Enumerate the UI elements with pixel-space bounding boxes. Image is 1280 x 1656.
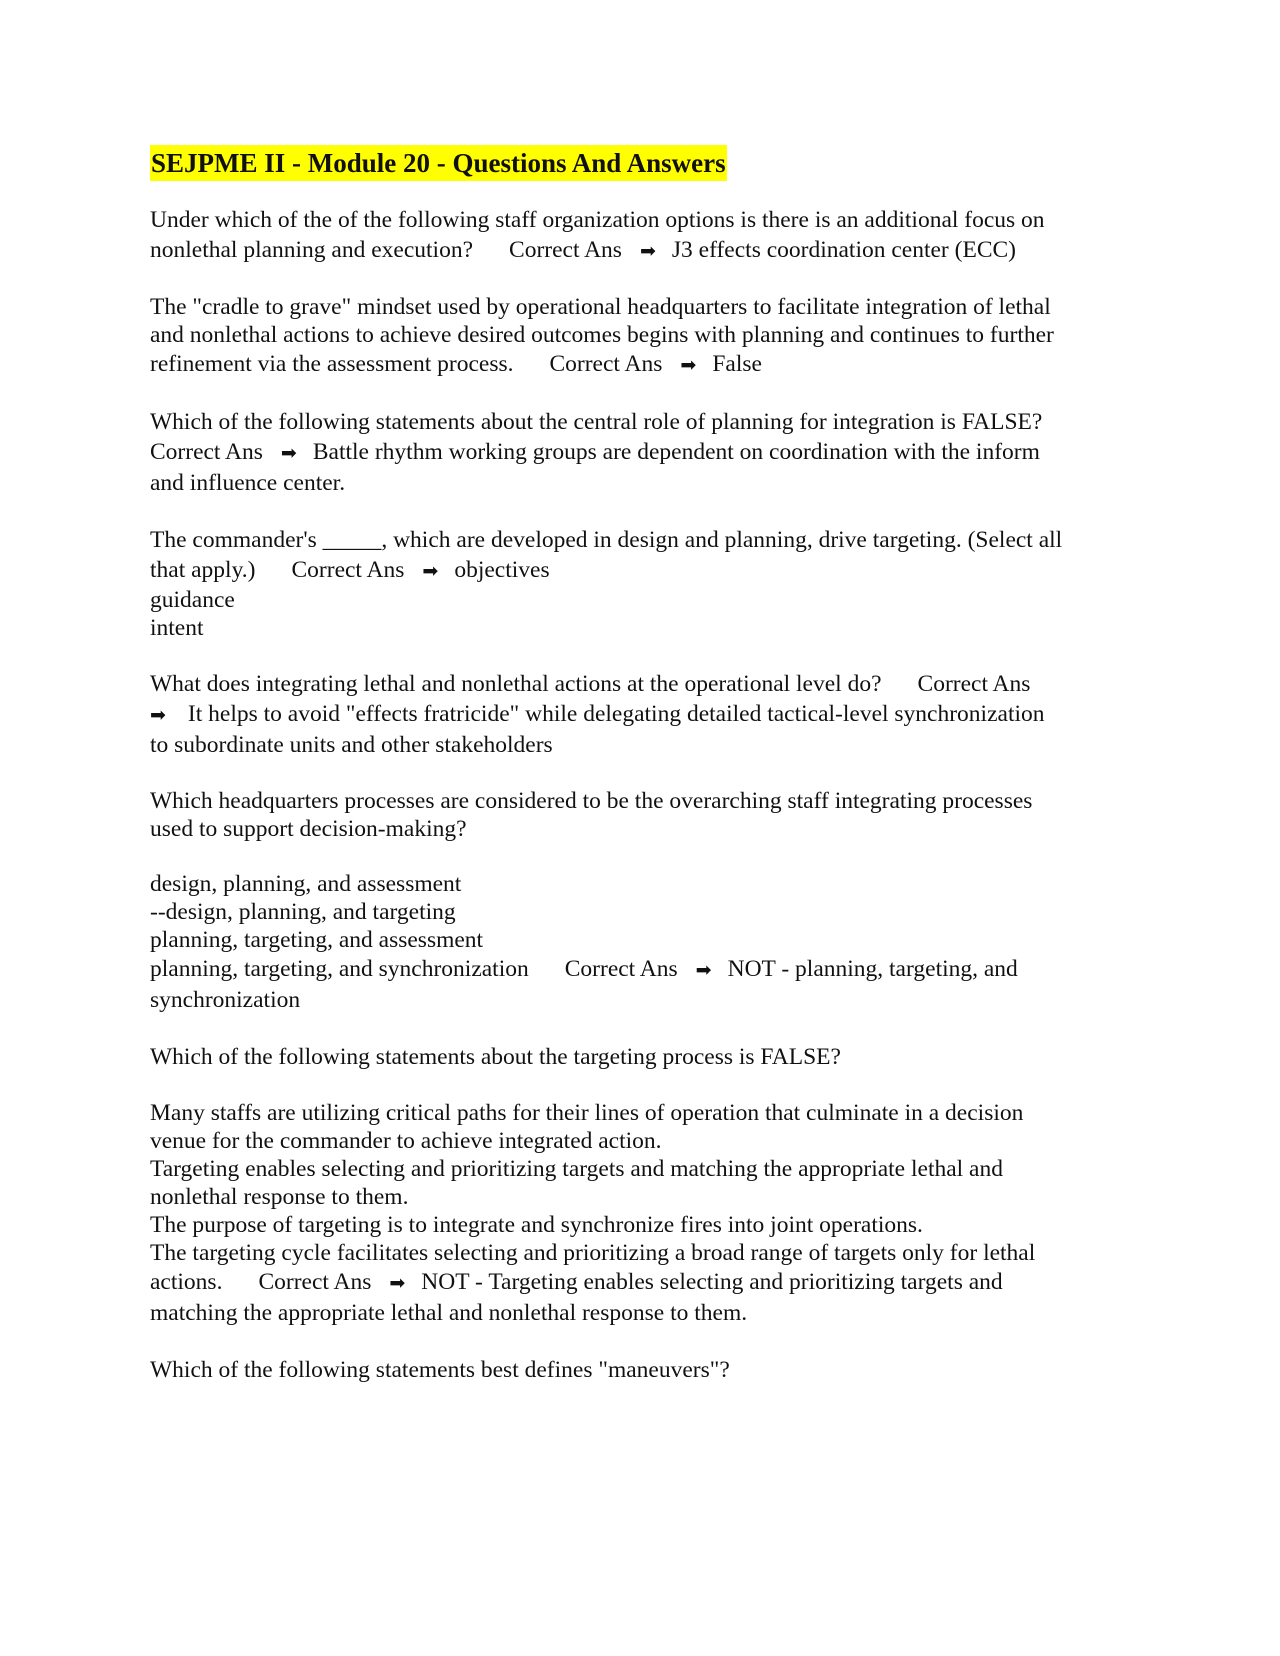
- answer-label: Correct Ans: [509, 237, 622, 263]
- qa-item-7-question: [150, 1042, 1150, 1072]
- qa-item-7-options: [150, 1099, 1150, 1328]
- document-page: [150, 145, 1150, 1412]
- question-text: The "cradle to grave" mindset used by operational headquarters to facilitate integration of lethal: [150, 294, 1051, 320]
- option-text: actions.: [150, 1269, 223, 1295]
- answer-line: [150, 699, 1150, 730]
- qa-item-6-question: [150, 787, 1150, 843]
- question-answer-line: [150, 669, 1150, 699]
- arrow-right-icon: ➡: [150, 704, 166, 726]
- arrow-right-icon: ➡: [422, 560, 439, 582]
- question-answer-line: [150, 235, 1150, 266]
- answer-text: False: [712, 351, 762, 377]
- option-text: The purpose of targeting is to integrate and synchronize fires into joint operations.: [150, 1212, 923, 1238]
- qa-item-3: [150, 407, 1150, 498]
- answer-text: It helps to avoid "effects fratricide" while delegating detailed tactical-level synchronization: [187, 701, 1045, 727]
- answer-text: synchronization: [150, 987, 301, 1013]
- answer-text: NOT - Targeting enables selecting and prioritizing targets and: [421, 1269, 1003, 1295]
- answer-label: Correct Ans: [917, 671, 1031, 697]
- arrow-right-icon: ➡: [639, 240, 656, 262]
- answer-text: and influence center.: [150, 470, 346, 496]
- option-text: nonlethal response to them.: [150, 1184, 409, 1210]
- answer-text: objectives: [454, 557, 550, 583]
- qa-item-2: [150, 293, 1150, 380]
- question-text: that apply.): [150, 557, 256, 583]
- answer-text: NOT - planning, targeting, and: [727, 956, 1018, 982]
- arrow-right-icon: ➡: [695, 959, 712, 981]
- arrow-right-icon: ➡: [280, 442, 297, 464]
- answer-text: Battle rhythm working groups are dependent on coordination with the inform: [312, 439, 1040, 465]
- qa-item-6-options: [150, 870, 1150, 1015]
- answer-label: Correct Ans: [258, 1269, 372, 1295]
- question-text: refinement via the assessment process.: [150, 351, 514, 377]
- answer-text: guidance: [150, 587, 235, 613]
- qa-item-4: [150, 525, 1150, 642]
- option-text: venue for the commander to achieve integrated action.: [150, 1128, 662, 1154]
- question-text: nonlethal planning and execution?: [150, 237, 474, 263]
- option-text: --design, planning, and targeting: [150, 899, 456, 925]
- qa-item-5: [150, 669, 1150, 760]
- question-answer-line: [150, 555, 1150, 586]
- answer-label: Correct Ans: [150, 439, 263, 465]
- answer-text: matching the appropriate lethal and nonlethal response to them.: [150, 1300, 748, 1326]
- option-text: Many staffs are utilizing critical paths for their lines of operation that culminate in a decision: [150, 1100, 1024, 1126]
- question-text: Which headquarters processes are considered to be the overarching staff integrating processes: [150, 788, 1033, 814]
- answer-label: Correct Ans: [564, 956, 678, 982]
- question-text: Which of the following statements best defines "maneuvers"?: [150, 1357, 730, 1383]
- document-title: SEJPME II - Module 20 - Questions And Answers: [150, 145, 727, 181]
- question-text: Which of the following statements about the central role of planning for integration is FALSE?: [150, 409, 1043, 435]
- answer-text: J3 effects coordination center (ECC): [671, 237, 1016, 263]
- question-text: What does integrating lethal and nonlethal actions at the operational level do?: [150, 671, 882, 697]
- option-text: The targeting cycle facilitates selecting and prioritizing a broad range of targets only for lethal: [150, 1240, 1036, 1266]
- option-answer-line: [150, 954, 1150, 985]
- option-answer-line: [150, 1267, 1150, 1298]
- question-text: Which of the following statements about the targeting process is FALSE?: [150, 1044, 841, 1070]
- qa-item-8: [150, 1355, 1150, 1385]
- arrow-right-icon: ➡: [680, 354, 697, 376]
- option-text: planning, targeting, and synchronization: [150, 956, 529, 982]
- qa-item-1: [150, 205, 1150, 266]
- answer-label: Correct Ans: [549, 351, 663, 377]
- option-text: Targeting enables selecting and prioritizing targets and matching the appropriate lethal and: [150, 1156, 1003, 1182]
- option-text: planning, targeting, and assessment: [150, 927, 484, 953]
- answer-text: intent: [150, 615, 204, 641]
- answer-text: to subordinate units and other stakeholders: [150, 732, 553, 758]
- answer-line: [150, 437, 1150, 468]
- arrow-right-icon: ➡: [389, 1272, 406, 1294]
- answer-label: Correct Ans: [291, 557, 405, 583]
- question-text: and nonlethal actions to achieve desired outcomes begins with planning and continues to further: [150, 322, 1054, 348]
- question-text: used to support decision-making?: [150, 816, 467, 842]
- question-answer-line: [150, 349, 1150, 380]
- question-text: Under which of the of the following staff organization options is there is an additional focus on: [150, 207, 1045, 233]
- question-text: The commander's _____, which are developed in design and planning, drive targeting. (Select all: [150, 527, 1063, 553]
- option-text: design, planning, and assessment: [150, 871, 462, 897]
